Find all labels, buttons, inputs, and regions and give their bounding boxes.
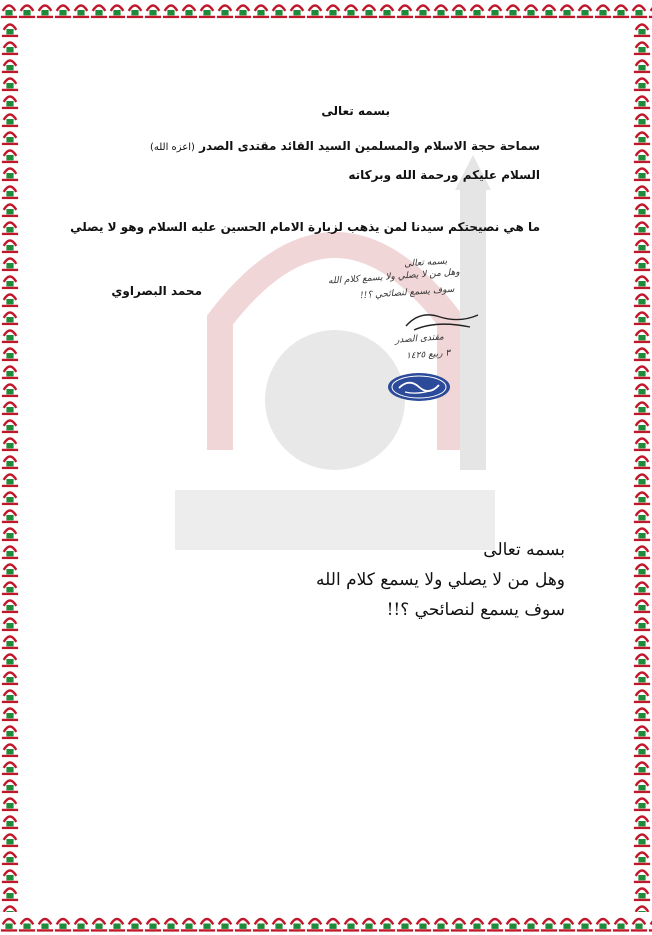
watermark-logo <box>160 150 510 570</box>
bottom-decorative-border <box>0 912 652 935</box>
transcription-line2: وهل من لا يصلي ولا يسمع كلام الله <box>316 570 565 590</box>
signature-scribble <box>400 308 484 334</box>
letter-sender: محمد البصراوي <box>111 284 202 298</box>
handwritten-reply-line1: بسمه تعالى <box>403 256 448 270</box>
letter-address <box>150 139 540 153</box>
address-honorific: (اعزه الله) <box>149 142 195 153</box>
transcription-line1: بسمه تعالى <box>483 540 565 560</box>
letter-greeting: السلام عليكم ورحمة الله وبركاته <box>348 168 540 182</box>
right-decorative-border <box>632 20 652 912</box>
letter-header: بسمه تعالى <box>321 104 390 118</box>
letter-question: ما هي نصيحتكم سيدنا لمن يذهب لزيارة الامام الحسين عليه السلام وهو لا يصلي <box>70 220 540 234</box>
top-decorative-border <box>0 0 652 20</box>
handwritten-reply-line2: وهل من لا يصلي ولا يسمع كلام الله <box>327 267 461 287</box>
transcription-line3: سوف يسمع لنصائحي ؟!! <box>386 600 565 620</box>
seal-stamp <box>387 372 451 402</box>
left-decorative-border <box>0 20 20 912</box>
address-text: سماحة حجة الاسلام والمسلمين السيد القائد مقتدى الصدر <box>199 139 540 153</box>
handwritten-date: ٣ ربيع ١٤٢٥ <box>405 348 451 362</box>
handwritten-reply-line3: سوف يسمع لنصائحي ؟!! <box>359 284 455 302</box>
handwritten-signature: مقتدى الصدر <box>394 332 445 346</box>
